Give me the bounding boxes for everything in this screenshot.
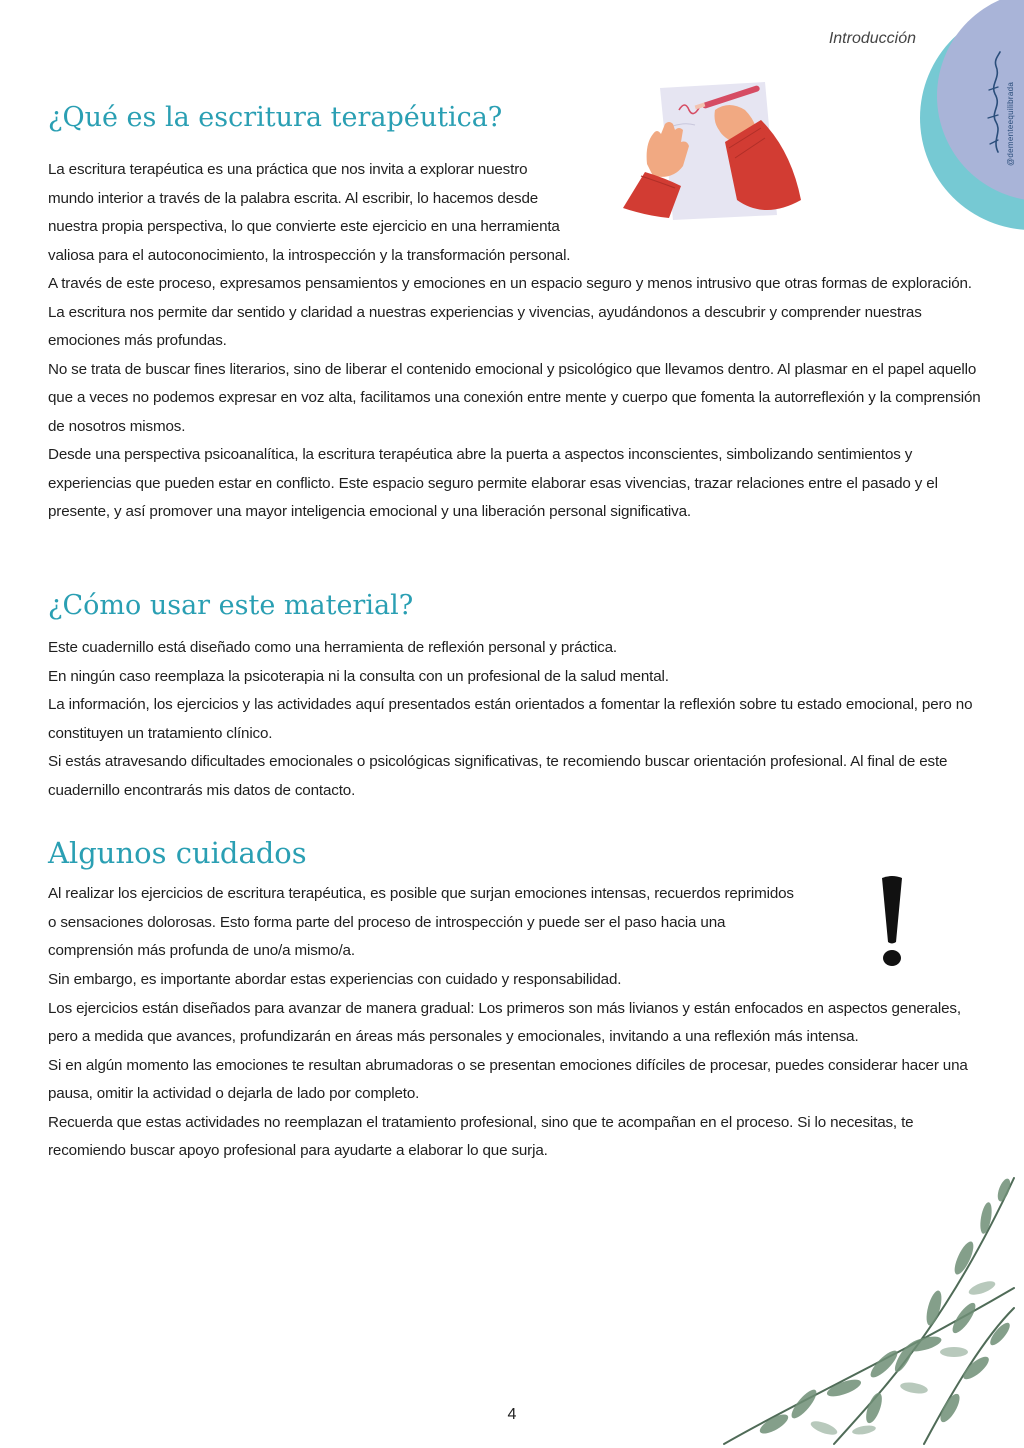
intro-line: Al realizar los ejercicios de escritura terapéutica, es posible que surjan emociones intensas, recuerdos reprimidos [48, 885, 794, 902]
paragraph: Desde una perspectiva psicoanalítica, la escritura terapéutica abre la puerta a aspectos inconscientes, simbolizando sentimientos y experiencias que pueden estar en conflicto. Este espacio seguro permite elaborar esas vivencias, trazar relaciones entre el pasado y el presente, y así promover una mayor inteligencia emocional y una liberación personal significativa. [48, 446, 938, 520]
paragraph: En ningún caso reemplaza la psicoterapia ni la consulta con un profesional de la salud mental. [48, 667, 669, 685]
paragraph: No se trata de buscar fines literarios, sino de liberar el contenido emocional y psicológico que llevamos dentro. Al plasmar en el papel aquello que a veces no podemos expresar en voz alta, facilitamos una conexión entre mente y cuerpo que fomenta la autorreflexión y la comprensión de nosotros mismos. [48, 360, 981, 435]
section-title-cuidados: Algunos cuidados [48, 836, 307, 870]
section-title-como-usar: ¿Cómo usar este material? [48, 590, 414, 621]
intro-line: o sensaciones dolorosas. Esto forma parte del proceso de introspección y puede ser el paso hacia una [48, 913, 726, 931]
section-title-que-es: ¿Qué es la escritura terapéutica? [48, 102, 503, 133]
intro-line: nuestra propia perspectiva, lo que convierte este ejercicio en una herramienta [48, 218, 560, 235]
section-body-como-usar [48, 634, 978, 805]
signature-handle: @dementeequilibrada [1006, 81, 1015, 166]
intro-line: valiosa para el autoconocimiento, la introspección y la transformación personal. [48, 246, 571, 264]
paragraph: Si en algún momento las emociones te resultan abrumadoras o se presentan emociones difíciles de procesar, puedes considerar hacer una pausa, omitir la actividad o dejarla de lado por completo. [48, 1056, 968, 1102]
paragraph: A través de este proceso, expresamos pensamientos y emociones en un espacio seguro y menos intrusivo que otras formas de exploración. La escritura nos permite dar sentido y claridad a nuestras experiencias y vivencias, ayudándonos a descubrir y comprender nuestras emociones más profundas. [48, 275, 972, 349]
hands-writing-illustration [615, 80, 815, 230]
paragraph: Este cuadernillo está diseñado como una herramienta de reflexión personal y práctica. [48, 639, 617, 656]
page-number: 4 [507, 1406, 517, 1423]
section-intro-que-es [48, 156, 628, 270]
paragraph: Si estás atravesando dificultades emocionales o psicológicas significativas, te recomiendo buscar orientación profesional. Al final de este cuadernillo encontrarás mis datos de contacto. [48, 753, 948, 799]
intro-line: La escritura terapéutica es una práctica que nos invita a explorar nuestro [48, 161, 528, 178]
exclamation-icon [872, 874, 912, 970]
section-intro-cuidados [48, 880, 868, 966]
signature-logo [968, 48, 1008, 158]
intro-line: mundo interior a través de la palabra escrita. Al escribir, lo hacemos desde [48, 189, 539, 207]
intro-line: comprensión más profunda de uno/a mismo/a. [48, 942, 355, 959]
paragraph: Los ejercicios están diseñados para avanzar de manera gradual: Los primeros son más livianos y están enfocados en aspectos generales, pero a medida que avances, profundizarán en áreas más personales y emocionales, invitando a una reflexión más intensa. [48, 999, 961, 1045]
section-body-que-es [48, 270, 988, 527]
paragraph: La información, los ejercicios y las actividades aquí presentados están orientados a fomentar la reflexión sobre tu estado emocional, pero no constituyen un tratamiento clínico. [48, 696, 973, 742]
paragraph: Recuerda que estas actividades no reemplazan el tratamiento profesional, sino que te acompañan en el proceso. Si lo necesitas, te recomiendo buscar apoyo profesional para ayudarte a elaborar lo que surja. [48, 1113, 914, 1159]
section-body-cuidados [48, 966, 988, 1166]
paragraph: Sin embargo, es importante abordar estas experiencias con cuidado y responsabilidad. [48, 971, 622, 988]
leaf-branch-icon [714, 1138, 1024, 1448]
section-label: Introducción [828, 30, 916, 47]
